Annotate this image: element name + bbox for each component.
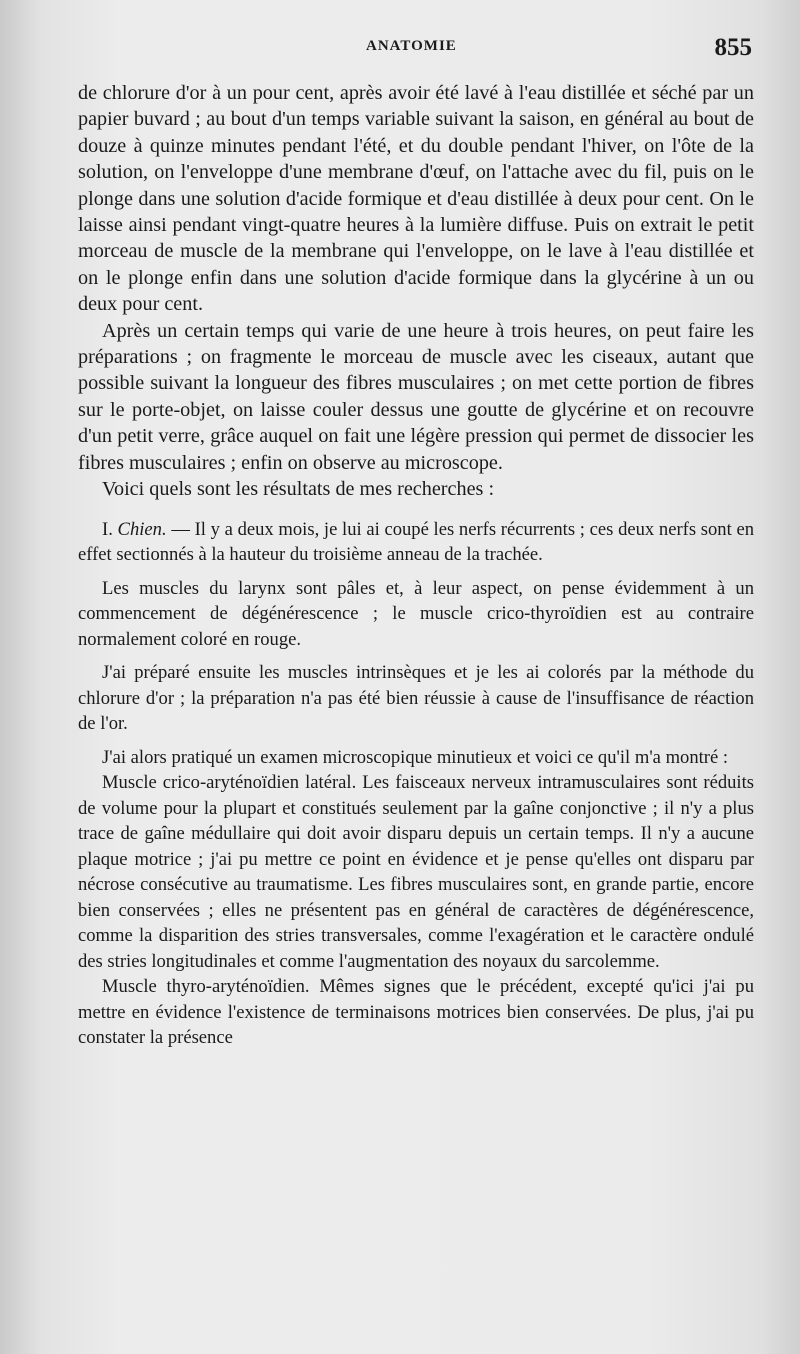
paragraph-dog-case: [78, 517, 754, 568]
paragraph-lateral-crico-arytenoid: Muscle crico-aryténoïdien latéral. Les faisceaux nerveux intramusculaires sont réduits de volume pour la plupart et constitués seulement par la gaîne conjonctive ; il n'y a plus trace de gaîne médullaire qui doit avoir disparu depuis un certain temps. Il n'y a aucune plaque motrice ; j'ai pu mettre ce point en évidence et je pense qu'elles ont disparu par nécrose consécutive au traumatisme. Les fibres musculaires sont, en grande partie, encore bien conservées ; elles ne présentent pas en général de caractères de dégénérescence, comme la disparition des stries transversales, comme l'exagération et le caractère ondulé des stries longitudinales et comme l'augmentation des noyaux du sarcolemme.: [78, 772, 754, 972]
paragraph-thyro-arytenoid: Muscle thyro-aryténoïdien. Mêmes signes que le précédent, excepté qu'ici j'ai pu mettre en évidence l'existence de terminaisons motrices bien conservées. De plus, j'ai pu constater la présence: [78, 976, 754, 1048]
paragraph-3: Voici quels sont les résultats de mes recherches :: [102, 478, 495, 501]
case-number: I.: [102, 518, 118, 540]
case-text: — Il y a deux mois, je lui ai coupé les nerfs récurrents ; ces deux nerfs sont en effet sectionnés à la hauteur du troisième anneau de la trachée.: [78, 518, 754, 565]
case-subject: Chien.: [117, 518, 167, 540]
paragraph-larynx-muscles: Les muscles du larynx sont pâles et, à leur aspect, on pense évidemment à un commencement de dégénérescence ; le muscle crico-thyroïdien est au contraire normalement coloré en rouge.: [78, 577, 754, 650]
paragraph-2: Après un certain temps qui varie de une heure à trois heures, on peut faire les préparations ; on fragmente le morceau de muscle avec les ciseaux, autant que possible suivant la longueur des fibres musculaires ; on met cette portion de fibres sur le porte-objet, on laisse couler dessus une goutte de glycérine et on recouvre d'un petit verre, grâce auquel on fait une légère pression qui permet de dissocier les fibres musculaires ; enfin on observe au microscope.: [78, 319, 754, 474]
running-head: [0, 36, 800, 60]
page-number: 855: [714, 34, 752, 61]
paragraph-1: de chlorure d'or à un pour cent, après avoir été lavé à l'eau distillée et séché par un papier buvard ; au bout d'un temps variable suivant la saison, en général au bout de douze à quinze minutes pendant l'été, et du double pendant l'hiver, on l'ôte de la solution, on l'enveloppe d'une membrane d'œuf, on l'attache avec du fil, puis on le plonge dans une solution d'acide formique et d'eau distillée à deux pour cent. On le laisse ainsi pendant vingt-quatre heures à la lumière diffuse. Puis on extrait le petit morceau de muscle de la membrane qui l'enveloppe, on le lave à l'eau distillée et on le plonge enfin dans une solution d'acide formique dans la glycérine à un ou deux pour cent.: [78, 82, 754, 316]
paragraph-gold-chloride: J'ai préparé ensuite les muscles intrinsèques et je les ai colorés par la méthode du chlorure d'or ; la préparation n'a pas été bien réussie à cause de l'insuffisance de réaction de l'or.: [78, 662, 754, 734]
paragraph-microscopic-exam: J'ai alors pratiqué un examen microscopique minutieux et voici ce qu'il m'a montré :: [102, 746, 729, 768]
body-text: [78, 80, 754, 1051]
running-title: ANATOMIE: [366, 38, 457, 54]
